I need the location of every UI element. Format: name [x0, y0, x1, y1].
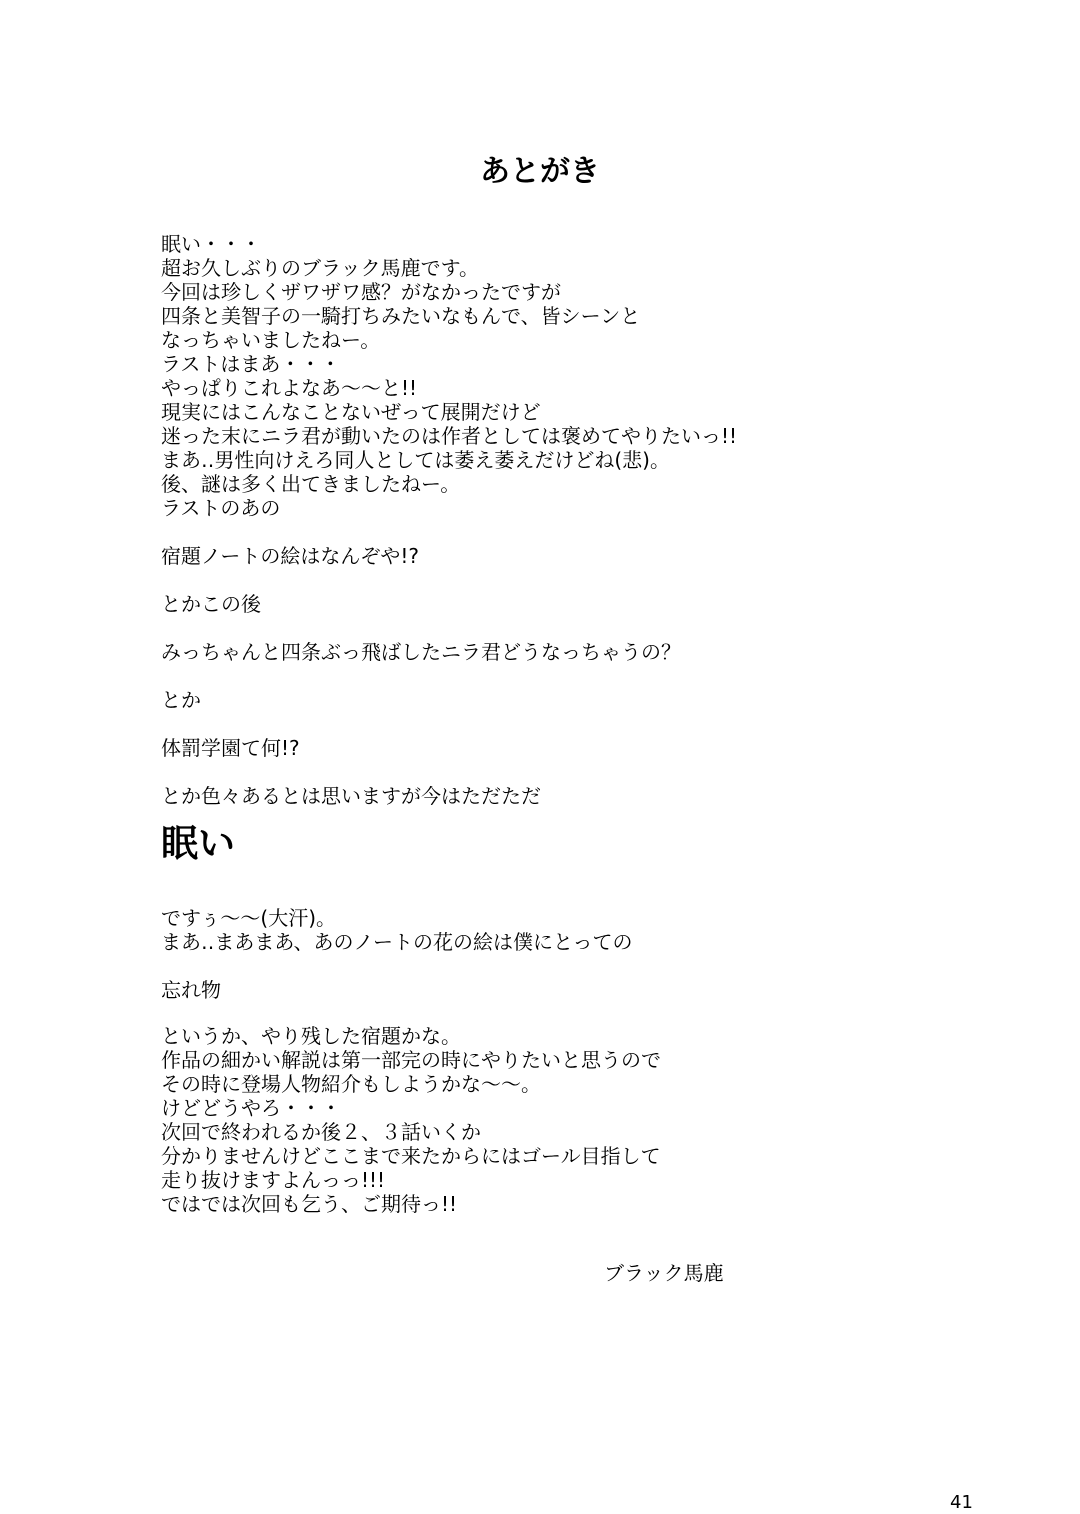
- author-signature: ブラック馬鹿: [604, 1261, 724, 1285]
- text-line: ではでは次回も乞う、ご期待っ!!: [161, 1192, 458, 1216]
- text-line: 四条と美智子の一騎打ちみたいなもんで、皆シーンと: [161, 304, 641, 328]
- text-line: やっぱりこれよなあ～～と!!: [161, 376, 418, 400]
- text-line: なっちゃいましたねー。: [161, 328, 381, 352]
- page-number: 41: [950, 1492, 973, 1513]
- page-title: あとがき: [480, 154, 600, 189]
- text-line: 後、謎は多く出てきましたねー。: [161, 472, 461, 496]
- text-line: とか: [161, 688, 201, 712]
- text-line: 迷った末にニラ君が動いたのは作者としては褒めてやりたいっ!!: [161, 424, 738, 448]
- text-line: ですぅ～～(大汗)。: [161, 906, 337, 930]
- text-line: 今回は珍しくザワザワ感？がなかったですが: [161, 280, 561, 304]
- text-line: 次回で終われるか後２、３話いくか: [161, 1120, 481, 1144]
- emphasis-text: 眠い: [161, 822, 235, 865]
- text-line: 走り抜けますよんっっ!!!: [161, 1168, 386, 1192]
- text-line: まあ‥まあまあ、あのノートの花の絵は僕にとっての: [161, 930, 633, 954]
- text-line: 忘れ物: [161, 978, 221, 1002]
- text-line: 宿題ノートの絵はなんぞや!?: [161, 544, 420, 568]
- text-line: 作品の細かい解説は第一部完の時にやりたいと思うので: [161, 1048, 661, 1072]
- text-line: みっちゃんと四条ぶっ飛ばしたニラ君どうなっちゃうの？: [161, 640, 681, 664]
- text-line: というか、やり残した宿題かな。: [161, 1024, 461, 1048]
- text-line: けどどうやろ・・・: [161, 1096, 341, 1120]
- text-line: 眠い・・・: [161, 232, 261, 256]
- text-line: とかこの後: [161, 592, 261, 616]
- text-line: ラストはまあ・・・: [161, 352, 341, 376]
- text-line: 分かりませんけどここまで来たからにはゴール目指して: [161, 1144, 661, 1168]
- text-line: 現実にはこんなことないぜって展開だけど: [161, 400, 541, 424]
- text-line: 体罰学園て何!?: [161, 736, 300, 760]
- text-line: とか色々あるとは思いますが今はただただ: [161, 784, 541, 808]
- text-line: その時に登場人物紹介もしようかな～～。: [161, 1072, 541, 1096]
- text-line: ラストのあの: [161, 496, 281, 520]
- text-line: まあ‥男性向けえろ同人としては萎え萎えだけどね(悲)。: [161, 448, 670, 472]
- text-line: 超お久しぶりのブラック馬鹿です。: [161, 256, 479, 280]
